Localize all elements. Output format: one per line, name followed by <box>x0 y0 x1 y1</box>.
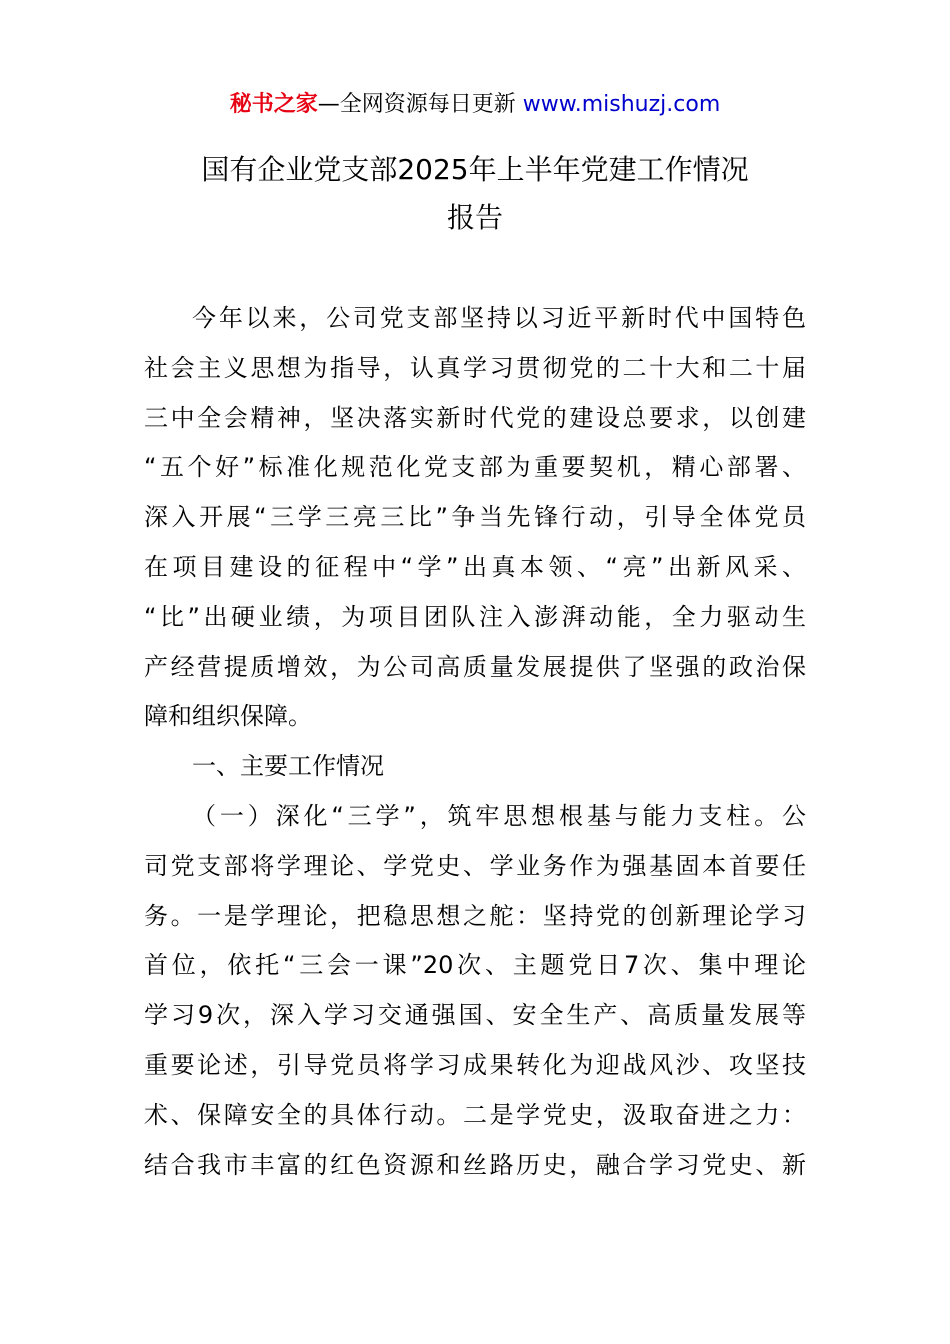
paragraph-line: 务。一是学理论，把稳思想之舵：坚持党的创新理论学习 <box>144 901 806 930</box>
paragraph-line: 术、保障安全的具体行动。二是学党史，汲取奋进之力： <box>144 1100 806 1129</box>
paragraph-line: 今年以来，公司党支部坚持以习近平新时代中国特色 <box>192 304 806 332</box>
paragraph-line: 三中全会精神，坚决落实新时代党的建设总要求，以创建 <box>144 403 806 432</box>
paragraph-line: “五个好”标准化规范化党支部为重要契机，精心部署、 <box>144 453 806 482</box>
paragraph-line: 障和组织保障。 <box>144 702 312 731</box>
paragraph-line: 在项目建设的征程中“学”出真本领、“亮”出新风采、 <box>144 552 806 581</box>
paragraph-line: 产经营提质增效，为公司高质量发展提供了坚强的政治保 <box>144 652 806 681</box>
title-line-1: 国有企业党支部2025年上半年党建工作情况 <box>201 153 749 186</box>
paragraph-line: 重要论述，引导党员将学习成果转化为迎战风沙、攻坚技 <box>144 1050 806 1079</box>
paragraph-line: 社会主义思想为指导，认真学习贯彻党的二十大和二十届 <box>144 353 806 382</box>
document-body <box>144 294 806 1190</box>
site-url-link[interactable]: www.mishuzj.com <box>522 92 721 117</box>
paragraph-line: 结合我市丰富的红色资源和丝路历史，融合学习党史、新 <box>144 1150 806 1179</box>
paragraph-line: 司党支部将学理论、学党史、学业务作为强基固本首要任 <box>144 851 806 880</box>
header-slogan: —全网资源每日更新 <box>317 92 516 117</box>
paragraph-line: （一）深化“三学”，筑牢思想根基与能力支柱。公 <box>192 801 806 830</box>
site-header <box>0 88 950 122</box>
paragraph-line: 学习9次，深入学习交通强国、安全生产、高质量发展等 <box>144 1001 806 1030</box>
paragraph-line: “比”出硬业绩，为项目团队注入澎湃动能，全力驱动生 <box>144 602 806 631</box>
title-line-2: 报告 <box>446 201 503 234</box>
brand-name: 秘书之家 <box>229 92 318 117</box>
paragraph-line: 深入开展“三学三亮三比”争当先锋行动，引导全体党员 <box>144 503 806 532</box>
section-heading: 一、主要工作情况 <box>192 752 384 781</box>
paragraph-line: 首位，依托“三会一课”20次、主题党日7次、集中理论 <box>144 951 806 980</box>
document-title <box>120 146 830 242</box>
